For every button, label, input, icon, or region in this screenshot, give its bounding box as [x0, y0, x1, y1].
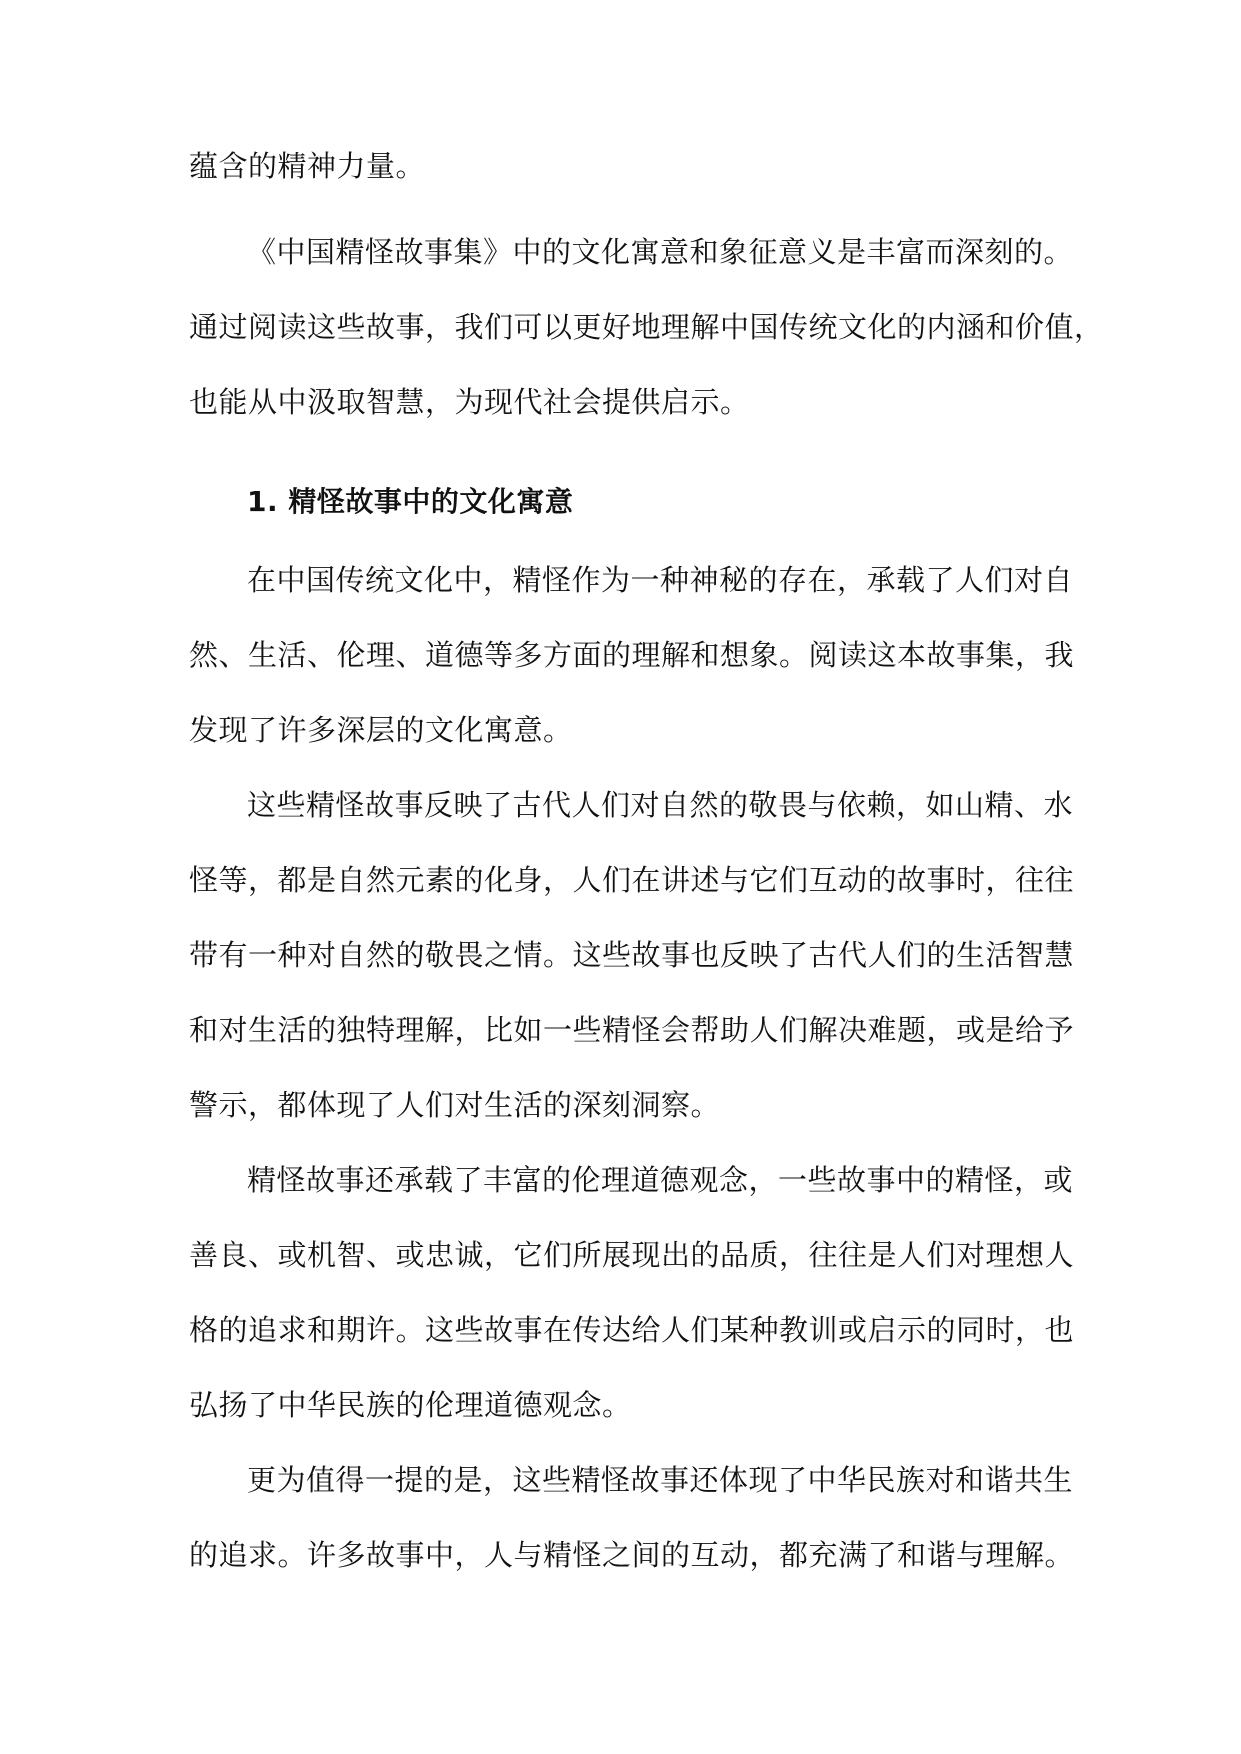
- text-line: 蕴含的精神力量。: [189, 149, 426, 183]
- text-line: 在中国传统文化中，精怪作为一种神秘的存在，承载了人们对自: [247, 563, 1074, 597]
- text-line: 精怪故事还承载了丰富的伦理道德观念，一些故事中的精怪，或: [247, 1163, 1074, 1197]
- text-line: 怪等，都是自然元素的化身，人们在讲述与它们互动的故事时，往往: [189, 863, 1075, 897]
- text-line: 《中国精怪故事集》中的文化寓意和象征意义是丰富而深刻的。: [247, 235, 1074, 269]
- text-line: 弘扬了中华民族的伦理道德观念。: [189, 1388, 632, 1422]
- text-line: 这些精怪故事反映了古代人们对自然的敬畏与依赖，如山精、水: [247, 788, 1074, 822]
- section-heading: 1. 精怪故事中的文化寓意: [247, 485, 574, 518]
- text-line: 也能从中汲取智慧，为现代社会提供启示。: [189, 385, 750, 419]
- text-line: 和对生活的独特理解，比如一些精怪会帮助人们解决难题，或是给予: [189, 1013, 1075, 1047]
- text-line: 更为值得一提的是，这些精怪故事还体现了中华民族对和谐共生: [247, 1463, 1074, 1497]
- text-line: 发现了许多深层的文化寓意。: [189, 713, 573, 747]
- text-line: 的追求。许多故事中，人与精怪之间的互动，都充满了和谐与理解。: [189, 1538, 1075, 1572]
- text-line: 带有一种对自然的敬畏之情。这些故事也反映了古代人们的生活智慧: [189, 938, 1075, 972]
- text-line: 警示，都体现了人们对生活的深刻洞察。: [189, 1088, 721, 1122]
- text-line: 通过阅读这些故事，我们可以更好地理解中国传统文化的内涵和价值，: [189, 310, 1104, 344]
- text-line: 格的追求和期许。这些故事在传达给人们某种教训或启示的同时，也: [189, 1313, 1075, 1347]
- text-line: 善良、或机智、或忠诚，它们所展现出的品质，往往是人们对理想人: [189, 1238, 1075, 1272]
- text-line: 然、生活、伦理、道德等多方面的理解和想象。阅读这本故事集，我: [189, 638, 1075, 672]
